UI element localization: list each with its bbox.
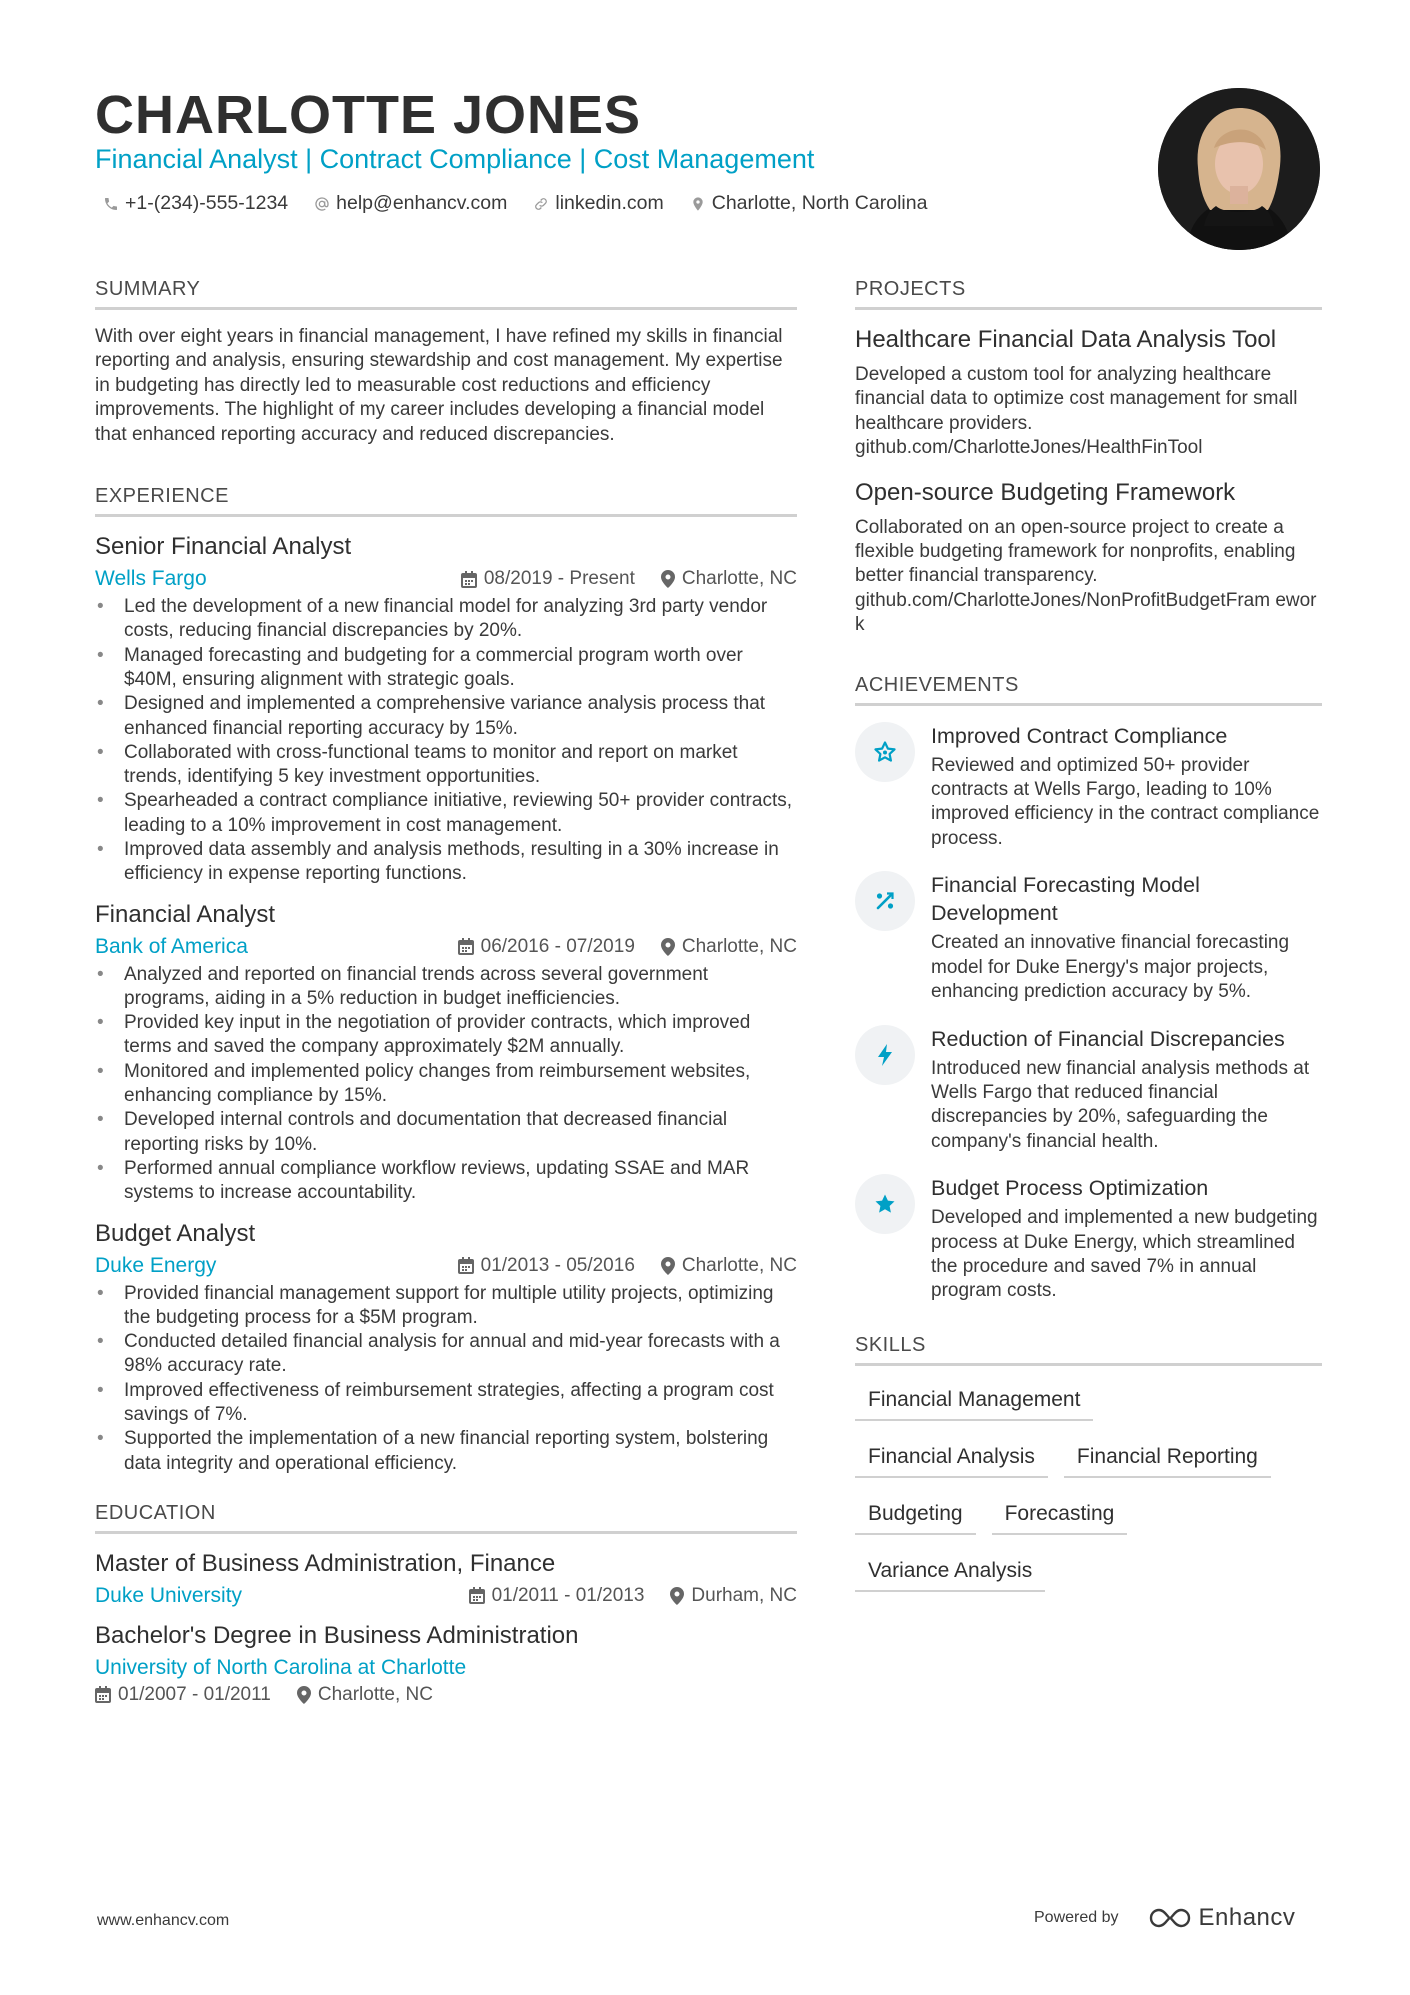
education-item [95,1550,797,1608]
projects-title: PROJECTS [855,278,1322,310]
achievement-item [855,722,1322,852]
job-bullet: • Monitored and implemented policy changes from reimbursement websites, enhancing compliance by 15%. [95,1060,797,1109]
achievement-title: Financial Forecasting Model Development [931,873,1200,926]
link-icon [533,196,549,212]
contact-email-text: help@enhancv.com [336,192,508,214]
experience-title: EXPERIENCE [95,485,797,517]
degree-title: Bachelor's Degree in Business Administration [95,1621,579,1649]
summary-text: With over eight years in financial management, I have refined my skills in financial reporting and analysis, ensuring stewardship and cost management. My expertise in budgeting has directly led to measurable cost reductions and efficiency improvements. The highlight of my career includes developing a financial model that enhanced reporting accuracy and reduced discrepancies. [95,326,783,445]
job-title: Financial Analyst [95,900,276,928]
bolt-icon [874,1043,896,1067]
job-bullet: • Improved data assembly and analysis methods, resulting in a 30% increase in efficiency in expense reporting functions. [95,838,797,887]
project-item [855,326,1322,461]
job-bullet: • Improved effectiveness of reimbursement strategies, affecting a program cost savings of 7%. [95,1379,797,1428]
education-location-text: Durham, NC [691,1584,797,1606]
achievement-icon-badge [855,1174,915,1234]
achievement-description: Developed and implemented a new budgeting process at Duke Energy, which streamlined the procedure and saved 7% in annual program costs. [931,1207,1318,1302]
footer-branding [1034,1904,1295,1932]
education-location-text: Charlotte, NC [317,1683,433,1705]
achievement-body [931,1025,1322,1155]
job-bullets [95,595,797,887]
phone-icon [103,196,119,212]
footer-brand-name: Enhancv [1198,1904,1296,1931]
job-bullet: • Led the development of a new financial model for analyzing 3rd party vendor costs, reducing financial discrepancies by 20%. [95,595,797,644]
percent-icon [873,889,897,913]
skill-tag: Forecasting [992,1502,1128,1535]
school-name: University of North Carolina at Charlotte [95,1655,467,1679]
experience-item [95,1220,797,1476]
achievement-description: Created an innovative financial forecasting model for Duke Energy's major projects, enhancing prediction accuracy by 5%. [931,932,1290,1003]
skill-tag: Budgeting [855,1502,976,1535]
contact-linkedin[interactable] [533,192,663,215]
job-location-text: Charlotte, NC [681,1254,797,1276]
job-dates-text: 06/2016 - 07/2019 [480,935,635,957]
job-location [661,568,797,590]
education-location [297,1684,433,1706]
skill-tag: Financial Reporting [1064,1445,1271,1478]
skill-tag: Financial Analysis [855,1445,1048,1478]
degree-title: Master of Business Administration, Finance [95,1549,556,1577]
at-icon [314,196,330,212]
contact-phone-text: +1-(234)-555-1234 [125,192,289,214]
job-bullet: • Conducted detailed financial analysis for annual and mid-year forecasts with a 98% accuracy rate. [95,1330,797,1379]
location-icon [297,1686,311,1704]
education-dates [469,1585,645,1607]
job-dates-text: 08/2019 - Present [483,568,635,590]
calendar-icon [461,571,477,588]
project-description: Developed a custom tool for analyzing healthcare financial data to optimize cost management for small healthcare providers. [855,364,1298,434]
education-location [670,1585,797,1607]
education-school-row [95,1656,797,1680]
skills-list [855,1388,1325,1616]
job-bullet: • Supported the implementation of a new financial reporting system, bolstering data integrity and operational efficiency. [95,1427,797,1476]
calendar-icon [469,1587,485,1604]
project-description: Collaborated on an open-source project to create a flexible budgeting framework for nonprofits, enabling better financial transparency. [855,516,1296,587]
footer-website[interactable]: www.enhancv.com [97,1912,230,1929]
achievement-item [855,871,1322,1004]
job-bullet: • Provided key input in the negotiation of provider contracts, which improved terms and saved the company approximately $2M annually. [95,1011,797,1060]
achievement-icon-badge [855,871,915,931]
education-title: EDUCATION [95,1502,797,1534]
company-name: Duke Energy [95,1253,217,1277]
job-dates [461,568,635,590]
experience-item [95,533,797,887]
contact-row [103,192,953,215]
project-link[interactable]: github.com/CharlotteJones/NonProfitBudgetFram ework [855,589,1317,636]
job-bullet: • Developed internal controls and documentation that decreased financial reporting risks by 10%. [95,1108,797,1157]
location-icon [661,1257,675,1275]
project-title: Healthcare Financial Data Analysis Tool [855,326,1277,353]
achievement-body [931,722,1322,852]
calendar-icon [458,938,474,955]
star-icon [873,1192,897,1216]
project-title: Open-source Budgeting Framework [855,478,1236,506]
location-icon [661,938,675,956]
education-item [95,1622,797,1706]
summary-section [95,278,797,447]
contact-linkedin-text: linkedin.com [555,192,664,214]
star-outline-icon [873,740,897,764]
right-column [855,278,1322,1616]
school-name: Duke University [95,1583,243,1607]
experience-section [95,485,797,1476]
powered-by-text: Powered by [1034,1909,1119,1926]
job-location-text: Charlotte, NC [681,935,797,957]
company-name: Bank of America [95,934,248,958]
job-title: Budget Analyst [95,1219,256,1247]
headline: Financial Analyst | Contract Compliance | Cost Management [95,144,815,174]
education-dates-text: 01/2007 - 01/2011 [118,1683,271,1705]
job-dates [458,936,635,958]
project-link[interactable]: github.com/CharlotteJones/HealthFinTool [855,437,1203,459]
projects-section [855,278,1322,638]
skill-tag: Financial Management [855,1388,1093,1421]
education-section [95,1502,797,1706]
skills-section [855,1334,1322,1616]
job-bullet: • Performed annual compliance workflow reviews, updating SSAE and MAR systems to increase accountability. [95,1157,797,1206]
contact-email[interactable] [314,192,507,215]
location-icon [690,196,706,212]
achievement-body [931,871,1322,1004]
summary-title: SUMMARY [95,278,797,310]
job-location [661,936,797,958]
calendar-icon [458,1257,474,1274]
education-meta-row [95,1584,797,1608]
profile-photo [1158,88,1320,250]
experience-item [95,901,797,1206]
achievements-section [855,674,1322,1304]
skill-tag: Variance Analysis [855,1559,1045,1592]
achievements-title: ACHIEVEMENTS [855,674,1322,706]
job-bullet: • Analyzed and reported on financial trends across several government programs, aiding in a 5% reduction in budget inefficiencies. [95,963,797,1012]
job-meta-row [95,1254,797,1278]
enhancv-logo-icon [1147,1906,1193,1930]
achievement-body [931,1174,1322,1304]
job-bullet: • Provided financial management support for multiple utility projects, optimizing the budgeting process for a $5M program. [95,1282,797,1331]
achievement-description: Introduced new financial analysis methods at Wells Fargo that reduced financial discrepancies by 20%, safeguarding the company's financial health. [931,1057,1310,1152]
job-bullet: • Designed and implemented a comprehensive variance analysis process that enhanced financial reporting accuracy by 15%. [95,692,797,741]
education-meta-row [95,1684,797,1706]
job-location-text: Charlotte, NC [681,568,797,590]
job-meta-row [95,935,797,959]
achievement-item [855,1174,1322,1304]
education-dates [95,1684,271,1706]
project-item [855,479,1322,638]
job-bullet: • Spearheaded a contract compliance initiative, reviewing 50+ provider contracts, leading to a 10% improvement in cost management. [95,789,797,838]
achievement-title: Improved Contract Compliance [931,723,1228,748]
company-name: Wells Fargo [95,567,207,591]
achievement-title: Budget Process Optimization [931,1176,1209,1201]
job-title: Senior Financial Analyst [95,533,352,561]
profile-photo-image [1158,88,1320,250]
achievement-icon-badge [855,1025,915,1085]
skills-title: SKILLS [855,1334,1322,1366]
calendar-icon [95,1686,111,1703]
achievement-title: Reduction of Financial Discrepancies [931,1026,1285,1051]
contact-location [690,192,928,215]
education-dates-text: 01/2011 - 01/2013 [491,1584,645,1606]
contact-phone[interactable] [103,192,288,215]
location-icon [661,570,675,588]
left-column [95,278,797,1720]
job-dates [458,1255,635,1277]
job-dates-text: 01/2013 - 05/2016 [480,1254,635,1276]
achievement-description: Reviewed and optimized 50+ provider contracts at Wells Fargo, leading to 10% improved efficiency in the contract compliance process. [931,754,1320,849]
job-bullets [95,1282,797,1476]
job-location [661,1255,797,1277]
contact-location-text: Charlotte, North Carolina [711,192,928,214]
achievement-item [855,1025,1322,1155]
candidate-name: CHARLOTTE JONES [95,85,642,145]
achievement-icon-badge [855,722,915,782]
job-bullet: • Managed forecasting and budgeting for a commercial program worth over $40M, ensuring alignment with strategic goals. [95,644,797,693]
job-meta-row [95,567,797,591]
location-icon [670,1587,684,1605]
job-bullet: • Collaborated with cross-functional teams to monitor and report on market trends, identifying 5 key investment opportunities. [95,741,797,790]
job-bullets [95,963,797,1206]
